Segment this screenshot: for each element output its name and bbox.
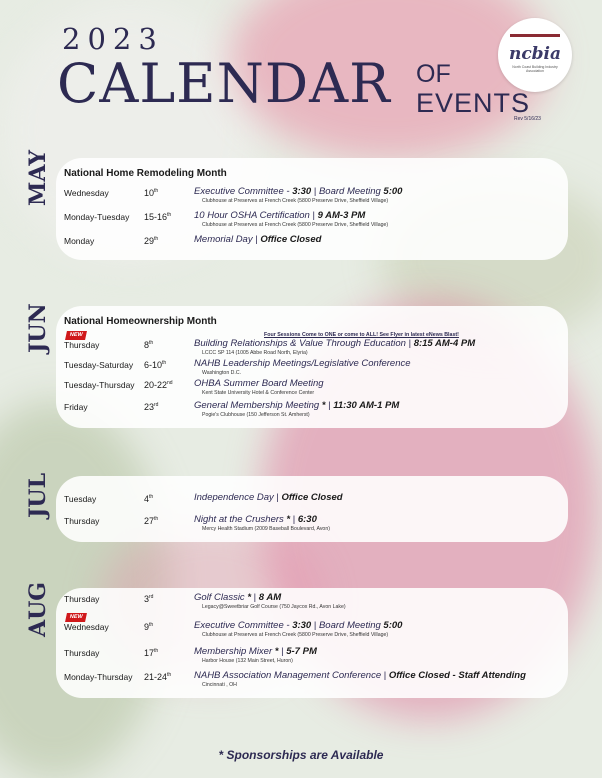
event-time-2: Office Closed - Staff Attending [388, 670, 526, 681]
revision-label: Rev 5/16/23 [514, 116, 541, 122]
event-title [194, 338, 475, 349]
event-time-2: 8 AM [258, 592, 282, 603]
month-card-jul [56, 476, 568, 542]
header-of: OF [416, 60, 451, 88]
event-date-number: 29 [144, 236, 155, 246]
event-day: Monday [64, 236, 95, 246]
event-name: Building Relationships & Value Through Education [194, 338, 406, 349]
event-time-2: Office Closed [260, 234, 322, 245]
event-separator: | [278, 646, 287, 657]
event-time-2: 9 AM-3 PM [317, 210, 366, 221]
event-separator: | [290, 514, 298, 525]
month-label-aug: AUG [25, 581, 51, 637]
event-date [144, 188, 158, 198]
event-location: Harbor House (132 Main Street, Huron) [202, 658, 293, 664]
event-location: Pogie's Clubhouse (150 Jefferson St. Amherst) [202, 412, 310, 418]
month-card-may [56, 158, 568, 260]
event-date-number: 9 [144, 622, 150, 632]
month-label-jun: JUN [25, 303, 51, 353]
event-name: 10 Hour OSHA Certification [194, 210, 310, 221]
event-time-2: 5:00 [383, 620, 403, 631]
event-name: OHBA Summer Board Meeting [194, 378, 324, 389]
month-label-jul: JUL [25, 472, 51, 518]
event-date [144, 672, 171, 682]
month-card-aug [56, 588, 568, 698]
event-date-number: 4 [144, 494, 150, 504]
event-day: Tuesday-Thursday [64, 380, 135, 390]
event-name: Executive Committee - [194, 620, 293, 631]
header-year: 2023 [62, 22, 164, 56]
event-title [194, 378, 324, 389]
event-location: Cincinnati , OH [202, 682, 237, 688]
month-note: Four Sessions Come to ONE or come to ALL! See Flyer in latest eNews Blast! [264, 332, 459, 338]
event-date [144, 594, 153, 604]
event-time: 3:30 [292, 620, 312, 631]
event-date-suffix: rd [149, 594, 154, 600]
event-row [56, 210, 568, 236]
event-date [144, 516, 158, 526]
event-name: Golf Classic [194, 592, 248, 603]
event-title [194, 620, 402, 631]
event-name: Membership Mixer [194, 646, 275, 657]
event-row [56, 670, 568, 696]
event-row [56, 234, 568, 260]
event-name: Independence Day [194, 492, 274, 503]
event-date-number: 3 [144, 594, 150, 604]
event-time: * [274, 646, 279, 657]
event-date [144, 212, 171, 222]
month-title: National Home Remodeling Month [64, 168, 227, 179]
event-day: Thursday [64, 648, 100, 658]
event-separator: | [405, 338, 414, 349]
event-time: * [247, 592, 252, 603]
event-title [194, 186, 402, 197]
event-row [56, 400, 568, 426]
event-title [194, 234, 321, 245]
event-name-2: Board Meeting [318, 620, 384, 631]
event-title [194, 592, 281, 603]
event-date [144, 236, 158, 246]
event-title [194, 670, 526, 681]
event-date-number: 10 [144, 188, 155, 198]
event-date [144, 340, 153, 350]
event-row [56, 592, 568, 618]
event-day: Thursday [64, 594, 100, 604]
event-time: 3:30 [292, 186, 312, 197]
event-title [194, 400, 399, 411]
event-time: * [286, 514, 291, 525]
event-location: Kent State University Hotel & Conference Center [202, 390, 315, 396]
event-date-suffix: th [162, 360, 167, 366]
event-day: Friday [64, 402, 88, 412]
new-badge: NEW [65, 613, 87, 622]
event-name-2: Board Meeting [318, 186, 384, 197]
event-date-suffix: th [154, 236, 159, 242]
event-date [144, 402, 158, 412]
month-card-jun [56, 306, 568, 428]
event-date [144, 360, 166, 370]
event-date-number: 8 [144, 340, 150, 350]
event-date [144, 380, 173, 390]
event-title [194, 358, 411, 369]
event-date-suffix: th [149, 622, 154, 628]
event-time-2: 8:15 AM-4 PM [413, 338, 476, 349]
event-time: * [321, 400, 326, 411]
logo-subtext: North Coast Building Industry Association [512, 65, 558, 73]
event-name: Memorial Day [194, 234, 253, 245]
event-name: NAHB Association Management Conference [194, 670, 382, 681]
event-date-number: 17 [144, 648, 155, 658]
month-label-may: MAY [25, 149, 51, 206]
event-day: Wednesday [64, 622, 109, 632]
event-day: Wednesday [64, 188, 109, 198]
event-day: Monday-Thursday [64, 672, 133, 682]
event-date [144, 648, 158, 658]
event-time-2: 6:30 [297, 514, 317, 525]
event-name: Night at the Crushers [194, 514, 287, 525]
event-date-suffix: th [154, 188, 159, 194]
event-date-suffix: th [154, 516, 159, 522]
event-date-number: 20-22 [144, 380, 168, 390]
event-date [144, 622, 153, 632]
month-title: National Homeownership Month [64, 316, 217, 327]
event-date-suffix: nd [167, 380, 173, 386]
event-separator: | [325, 400, 334, 411]
event-location: Washington D.C. [202, 370, 242, 376]
header-calendar: CALENDAR [57, 52, 391, 115]
event-title [194, 210, 365, 221]
event-date-number: 21-24 [144, 672, 168, 682]
event-date-suffix: th [149, 340, 154, 346]
event-date-number: 6-10 [144, 360, 163, 370]
logo-text: ncbia [508, 44, 562, 64]
event-location: LCCC SP 114 (1005 Abbe Road North, Elyria) [202, 350, 308, 356]
event-row [56, 614, 568, 646]
event-name: General Membership Meeting [194, 400, 322, 411]
event-location: Mercy Health Stadium (2009 Baseball Boulevard, Avon) [202, 526, 330, 532]
event-separator: | [309, 210, 318, 221]
event-separator: | [273, 492, 282, 503]
event-row [56, 514, 568, 540]
event-day: Thursday [64, 340, 100, 350]
event-separator: | [311, 620, 319, 631]
header-events: EVENTS [416, 88, 531, 118]
event-date-suffix: th [167, 212, 172, 218]
event-date-suffix: th [167, 672, 172, 678]
event-name: NAHB Leadership Meetings/Legislative Conference [194, 358, 411, 369]
event-separator: | [381, 670, 389, 681]
event-date-number: 27 [144, 516, 155, 526]
event-time-2: Office Closed [281, 492, 343, 503]
event-time-2: 5:00 [383, 186, 403, 197]
event-location: Clubhouse at Preserves at French Creek (5800 Preserve Drive, Sheffield Village) [202, 198, 389, 204]
event-title [194, 492, 343, 503]
event-name: Executive Committee - [194, 186, 293, 197]
event-location: Clubhouse at Preserves at French Creek (5800 Preserve Drive, Sheffield Village) [202, 632, 389, 638]
event-title [194, 646, 317, 657]
event-date [144, 494, 153, 504]
event-row [56, 186, 568, 212]
event-date-number: 23 [144, 402, 155, 412]
event-date-suffix: th [154, 648, 159, 654]
event-time-2: 11:30 AM-1 PM [333, 400, 400, 411]
event-day: Monday-Tuesday [64, 212, 130, 222]
event-separator: | [252, 234, 261, 245]
event-date-number: 15-16 [144, 212, 168, 222]
event-title [194, 514, 317, 525]
sponsorship-footer: * Sponsorships are Available [218, 748, 384, 762]
event-location: Clubhouse at Preserves at French Creek (5800 Preserve Drive, Sheffield Village) [202, 222, 389, 228]
event-separator: | [311, 186, 319, 197]
event-date-suffix: th [149, 494, 154, 500]
event-time-2: 5-7 PM [286, 646, 317, 657]
event-date-suffix: rd [154, 402, 159, 408]
event-day: Tuesday [64, 494, 97, 504]
event-separator: | [251, 592, 259, 603]
event-row [56, 646, 568, 672]
event-location: Legacy@Sweetbriar Golf Course (750 Jaycox Rd., Avon Lake) [202, 604, 346, 610]
new-badge: NEW [65, 331, 87, 340]
event-day: Thursday [64, 516, 100, 526]
ncbia-logo [498, 18, 572, 92]
event-day: Tuesday-Saturday [64, 360, 134, 370]
